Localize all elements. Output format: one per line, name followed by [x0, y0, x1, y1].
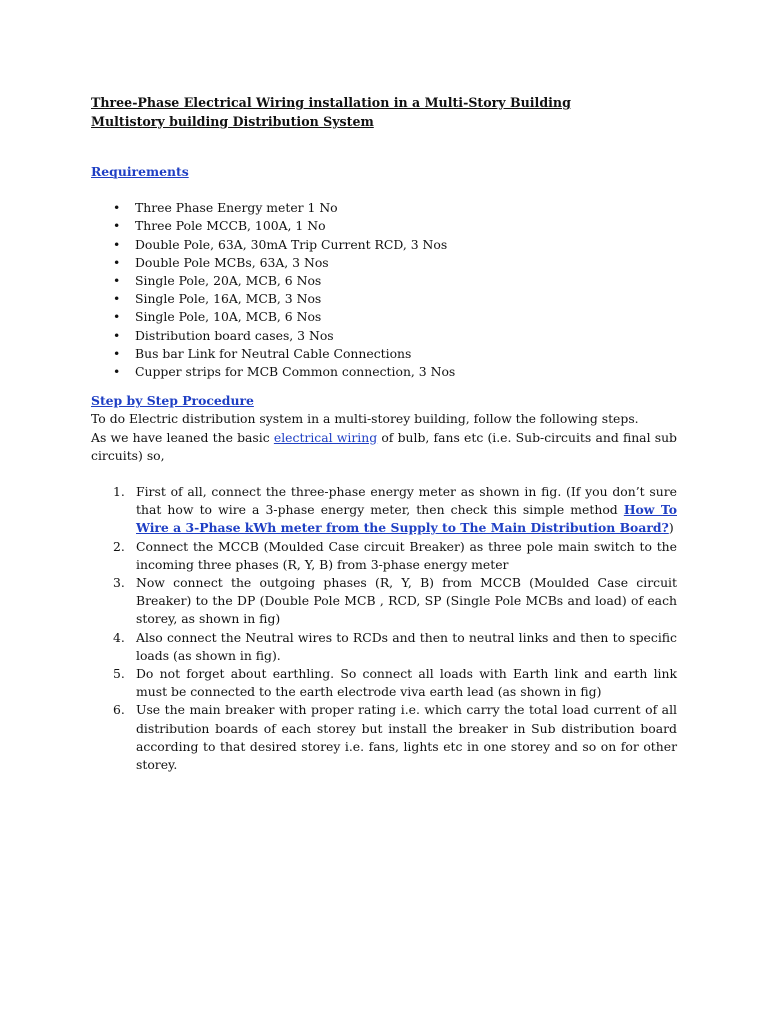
bullet-icon: •: [113, 364, 121, 380]
list-item-text: Double Pole, 63A, 30mA Trip Current RCD, 3 Nos: [135, 236, 448, 252]
bullet-icon: •: [113, 273, 121, 289]
list-item-text: Single Pole, 16A, MCB, 3 Nos: [135, 291, 322, 307]
bullet-icon: •: [113, 254, 121, 270]
step-text: Also connect the Neutral wires to RCDs and then to neutral links and then to specific loads (as shown in fig).: [136, 629, 677, 663]
list-item-text: Three Phase Energy meter 1 No: [135, 200, 338, 216]
step-text: Connect the MCCB (Moulded Case circuit Breaker) as three pole main switch to the incoming three phases (R, Y, B) from 3-phase energy meter: [136, 538, 677, 572]
list-item-text: Double Pole MCBs, 63A, 3 Nos: [135, 254, 329, 270]
document-title: Three-Phase Electrical Wiring installation in a Multi-Story Building: [91, 95, 571, 110]
step-number: 5.: [113, 666, 125, 682]
step-text: Use the main breaker with proper rating i.e. which carry the total load current of all distribution boards of each storey but install the breaker in Sub distribution board according to that desired storey i.e. fans, lights etc in one storey and so on for other storey.: [136, 702, 677, 773]
bullet-icon: •: [113, 327, 121, 343]
bullet-icon: •: [113, 218, 121, 234]
list-item: [113, 538, 677, 574]
list-item-text: Bus bar Link for Neutral Cable Connections: [135, 345, 412, 361]
list-item-text: Distribution board cases, 3 Nos: [135, 327, 334, 343]
step-number: 2.: [113, 538, 125, 554]
list-item-text: Single Pole, 10A, MCB, 6 Nos: [135, 309, 322, 325]
list-item: [113, 574, 677, 629]
list-item: [113, 629, 677, 665]
step-text: First of all, connect the three-phase energy meter as shown in fig. (If you don’t sure that how to wire a 3-phase energy meter, then check this simple method: [136, 484, 677, 518]
list-item-text: Cupper strips for MCB Common connection, 3 Nos: [135, 364, 456, 380]
bullet-icon: •: [113, 345, 121, 361]
bullet-icon: •: [113, 236, 121, 252]
bullet-icon: •: [113, 200, 121, 216]
list-item: [113, 254, 677, 272]
list-item: [113, 665, 677, 701]
energy-meter-guide-link[interactable]: How To Wire a 3-Phase kWh meter from the Supply to The Main Distribution Board?: [136, 502, 677, 536]
step-number: 4.: [113, 629, 125, 645]
list-item: [113, 236, 677, 254]
list-item: [113, 327, 677, 345]
bullet-icon: •: [113, 291, 121, 307]
procedure-steps-list: [91, 483, 677, 774]
procedure-heading-link[interactable]: Step by Step Procedure: [91, 393, 254, 409]
requirements-list: [91, 199, 677, 381]
step-number: 3.: [113, 575, 125, 591]
step-number: 6.: [113, 702, 125, 718]
procedure-intro-continued: [91, 429, 677, 465]
bullet-icon: •: [113, 309, 121, 325]
electrical-wiring-link[interactable]: electrical wiring: [273, 429, 378, 445]
list-item: [113, 217, 677, 235]
requirements-heading-link[interactable]: Requirements: [91, 164, 189, 179]
document-body: [91, 94, 677, 774]
intro-text-before: As we have leaned the basic: [91, 429, 274, 445]
list-item: [113, 345, 677, 363]
procedure-intro: To do Electric distribution system in a multi-storey building, follow the following steps.: [91, 411, 639, 427]
list-item: [113, 363, 677, 381]
step-text: Now connect the outgoing phases (R, Y, B) from MCCB (Moulded Case circuit Breaker) to the DP (Double Pole MCB , RCD, SP (Single Pole MCBs and load) of each storey, as shown in fig): [136, 575, 677, 627]
list-item: [113, 199, 677, 217]
step-text: Do not forget about earthling. So connect all loads with Earth link and earth link must be connected to the earth electrode viva earth lead (as shown in fig): [136, 666, 677, 700]
list-item: [113, 308, 677, 326]
list-item: [113, 483, 677, 538]
list-item-text: Single Pole, 20A, MCB, 6 Nos: [135, 273, 322, 289]
list-item-text: Three Pole MCCB, 100A, 1 No: [135, 218, 326, 234]
step-number: 1.: [113, 484, 125, 500]
step-text-end: ): [668, 520, 674, 536]
intro-text-after: of bulb, fans etc (i.e. Sub-circuits and final sub circuits) so,: [91, 429, 677, 463]
list-item: [113, 290, 677, 308]
list-item: [113, 701, 677, 774]
list-item: [113, 272, 677, 290]
document-subtitle: Multistory building Distribution System: [91, 113, 374, 129]
